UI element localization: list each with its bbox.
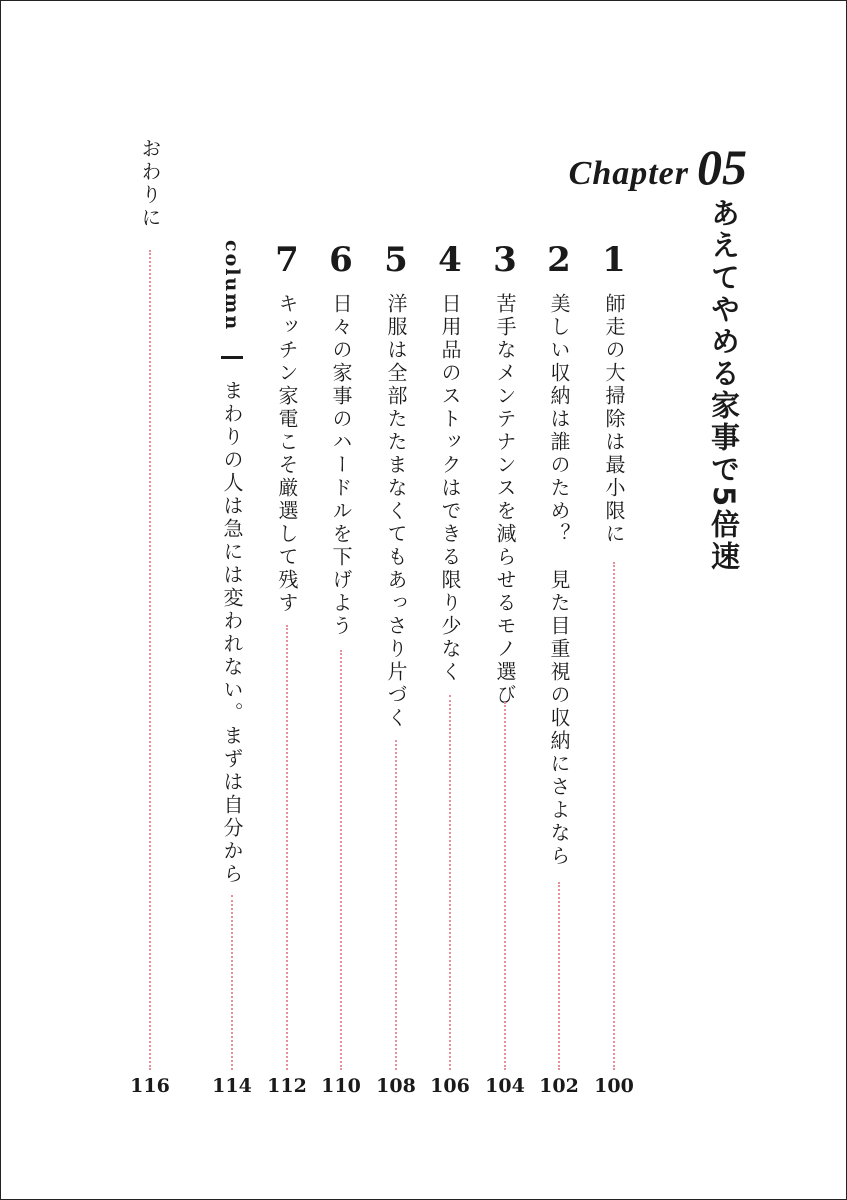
entry-number: 5	[384, 240, 408, 280]
dotted-leader	[395, 740, 397, 1070]
dotted-leader	[340, 650, 342, 1070]
toc-entry-closing[interactable]	[130, 138, 170, 1100]
entry-title: 苦手なメンテナンスを減らせるモノ選び	[493, 293, 517, 707]
dotted-leader	[558, 882, 560, 1070]
page-number: 100	[594, 1075, 634, 1097]
entry-number: 1	[602, 240, 626, 280]
entry-number: 4	[438, 240, 462, 280]
entry-title: 美しい収納は誰のため？ 見た目重視の収納にさよなら	[547, 293, 571, 868]
page-number: 108	[376, 1075, 416, 1097]
toc-entry-4[interactable]	[430, 240, 470, 1100]
entry-number: 2	[547, 240, 571, 280]
closing-title: おわりに	[138, 138, 162, 230]
toc-entry-7[interactable]	[267, 240, 307, 1100]
page-number: 104	[485, 1075, 525, 1097]
dotted-leader	[449, 695, 451, 1070]
entry-number: 6	[329, 240, 353, 280]
dotted-leader	[613, 562, 615, 1070]
toc-entry-6[interactable]	[321, 240, 361, 1100]
entry-title: キッチン家電こそ厳選して残す	[275, 293, 299, 615]
toc-entry-3[interactable]	[485, 240, 525, 1100]
toc-entry-1[interactable]	[594, 240, 634, 1100]
chapter-label: Chapter	[568, 155, 689, 192]
entry-title: まわりの人は急には変われない。まずは自分から	[220, 380, 244, 886]
entry-title: 日々の家事のハードルを下げよう	[329, 293, 353, 638]
toc-entry-2[interactable]	[539, 240, 579, 1100]
entry-title: 洋服は全部たたまなくてもあっさり片づく	[384, 293, 408, 730]
page-number: 114	[212, 1075, 252, 1097]
page-number: 102	[539, 1075, 579, 1097]
toc-entry-5[interactable]	[376, 240, 416, 1100]
dotted-leader	[231, 895, 233, 1070]
dotted-leader	[504, 702, 506, 1070]
entry-number: 3	[493, 240, 517, 280]
dotted-leader	[149, 250, 151, 1070]
column-divider	[221, 356, 243, 359]
chapter-heading	[569, 138, 747, 196]
page-number: 116	[130, 1075, 170, 1097]
entry-title: 日用品のストックはできる限り少なく	[438, 293, 462, 684]
chapter-title: あえてやめる家事で5倍速	[707, 198, 741, 574]
toc-entry-column[interactable]	[212, 240, 252, 1100]
chapter-number: 05	[697, 139, 747, 195]
page-number: 112	[267, 1075, 307, 1097]
page-number: 110	[321, 1075, 361, 1097]
column-label: column	[221, 240, 243, 332]
entry-title: 師走の大掃除は最小限に	[602, 293, 626, 546]
dotted-leader	[286, 625, 288, 1070]
page-number: 106	[430, 1075, 470, 1097]
entry-number: 7	[275, 240, 299, 280]
